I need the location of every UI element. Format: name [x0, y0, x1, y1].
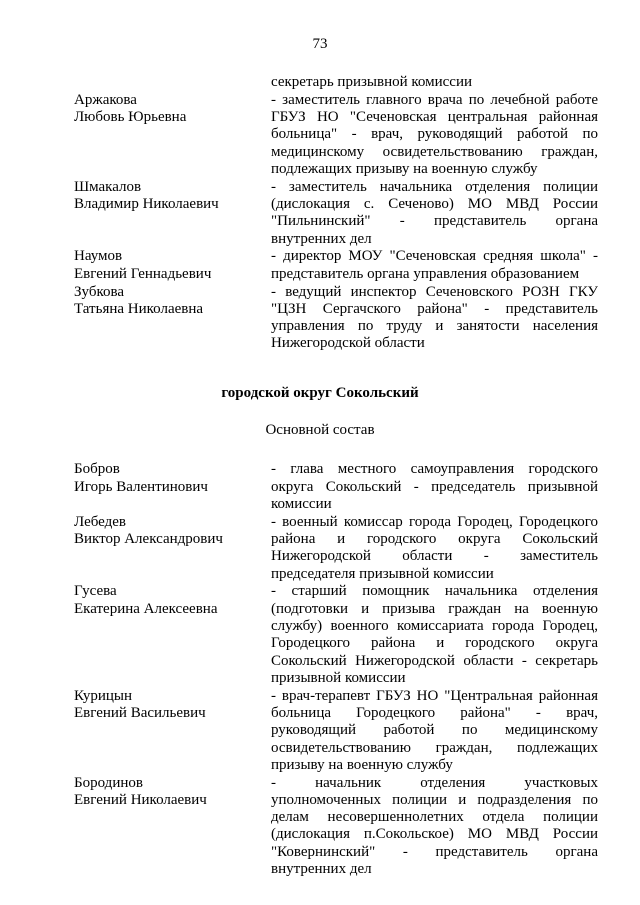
member-name [74, 461, 271, 513]
role-line: - старший помощник начальника отделения [271, 583, 598, 600]
member-entry [74, 179, 598, 248]
given-names: Игорь Валентинович [74, 478, 208, 495]
surname: Аржакова [74, 91, 137, 108]
member-name [74, 284, 271, 353]
given-names: Евгений Николаевич [74, 791, 207, 808]
member-entry [74, 461, 598, 513]
role-line: больница" - врач, руководящий работой по [271, 126, 598, 143]
role-line: (дислокация п.Сокольское) МО МВД России [271, 826, 598, 843]
commission-list-bottom [74, 461, 598, 878]
role-line: - глава местного самоуправления городского [271, 461, 598, 478]
entries-container [74, 74, 598, 879]
role-line: - начальник отделения участковых [271, 774, 598, 791]
role-line: больница Городецкого района" - врач, [271, 704, 598, 721]
member-entry [74, 248, 598, 283]
role-line: - ведущий инспектор Сеченовского РОЗН ГКУ [271, 283, 598, 300]
given-names: Виктор Александрович [74, 530, 223, 547]
page-number: 73 [312, 36, 328, 52]
role-line: уполномоченных полиции и подразделения по [271, 791, 598, 808]
role-line: Нижегородской области [271, 335, 425, 352]
surname: Бородинов [74, 774, 143, 791]
given-names: Татьяна Николаевна [74, 300, 204, 317]
role-line: ГБУЗ НО "Сеченовская центральная районная [271, 109, 598, 126]
given-names: Евгений Васильевич [74, 704, 206, 721]
role-line: службу) военного комиссариата города Городец, [271, 617, 598, 634]
member-name [74, 775, 271, 879]
surname: Зубкова [74, 283, 125, 300]
role-line: внутренних дел [271, 861, 372, 878]
role-line: "Ковернинский" - представитель органа [271, 843, 598, 860]
role-line: освидетельствованию граждан, подлежащих [271, 739, 598, 756]
role-line: представитель органа управления образованием [271, 265, 580, 282]
surname: Шмакалов [74, 178, 142, 195]
member-role [271, 284, 598, 353]
given-names: Владимир Николаевич [74, 196, 219, 213]
role-line: - военный комиссар города Городец, Городецкого [271, 513, 598, 530]
role-line: "Пильнинский" - представитель органа [271, 213, 598, 230]
role-line: делам несовершеннолетних отдела полиции [271, 809, 598, 826]
member-name [74, 688, 271, 774]
member-entry [74, 92, 598, 178]
role-line: председателя призывной комиссии [271, 565, 494, 582]
role-line: (подготовки и призыва граждан на военную [271, 600, 598, 617]
member-role [271, 461, 598, 513]
member-entry [74, 583, 598, 687]
given-names: Евгений Геннадьевич [74, 265, 212, 282]
commission-list-top [74, 74, 598, 353]
member-name [74, 583, 271, 687]
member-role [271, 775, 598, 879]
member-entry [74, 284, 598, 353]
given-names: Екатерина Алексеевна [74, 600, 218, 617]
role-line: призывной комиссии [271, 669, 406, 686]
member-role [271, 248, 598, 283]
role-line: (дислокация с. Сеченово) МО МВД России [271, 196, 598, 213]
role-line: района и городского округа Сокольский [271, 530, 598, 547]
member-entry [74, 688, 598, 774]
member-role [271, 92, 598, 178]
member-name [74, 514, 271, 583]
role-line: - заместитель главного врача по лечебной работе [271, 91, 598, 108]
member-name [74, 179, 271, 248]
role-line: Нижегородской области - заместитель [271, 548, 598, 565]
member-entry [74, 74, 598, 91]
surname: Гусева [74, 583, 117, 600]
role-line: Городецкого района и городского округа [271, 635, 598, 652]
member-name [74, 74, 271, 91]
member-role [271, 583, 598, 687]
role-line: медицинскому освидетельствованию граждан, [271, 143, 598, 160]
role-line: - врач-терапевт ГБУЗ НО "Центральная районная [271, 687, 598, 704]
surname: Курицын [74, 687, 133, 704]
role-line: призыву на военную службу [271, 756, 453, 773]
member-name [74, 248, 271, 283]
member-entry [74, 514, 598, 583]
role-line: комиссии [271, 495, 332, 512]
member-entry [74, 775, 598, 879]
role-line: - директор МОУ "Сеченовская средняя школа" - [271, 248, 598, 265]
member-name [74, 92, 271, 178]
role-line: внутренних дел [271, 230, 372, 247]
surname: Наумов [74, 248, 123, 265]
role-line: секретарь призывной комиссии [271, 74, 473, 90]
role-line: управления по труду и занятости населения [271, 318, 598, 335]
member-role [271, 688, 598, 774]
spacer [74, 353, 598, 385]
member-role [271, 179, 598, 248]
role-line: "ЦЗН Сергачского района" - представитель [271, 300, 598, 317]
role-line: округа Сокольский - председатель призывной [271, 478, 598, 495]
surname: Бобров [74, 461, 120, 478]
role-line: Сокольский Нижегородской области - секретарь [271, 652, 598, 669]
role-line: руководящий работой по медицинскому [271, 722, 598, 739]
subheading: Основной состав [265, 422, 375, 439]
member-role [271, 74, 598, 91]
section-heading: городской округ Сокольский [221, 385, 419, 402]
role-line: - заместитель начальника отделения полиции [271, 178, 598, 195]
role-line: подлежащих призыву на военную службу [271, 160, 538, 177]
surname: Лебедев [74, 513, 126, 530]
given-names: Любовь Юрьевна [74, 109, 187, 126]
member-role [271, 514, 598, 583]
